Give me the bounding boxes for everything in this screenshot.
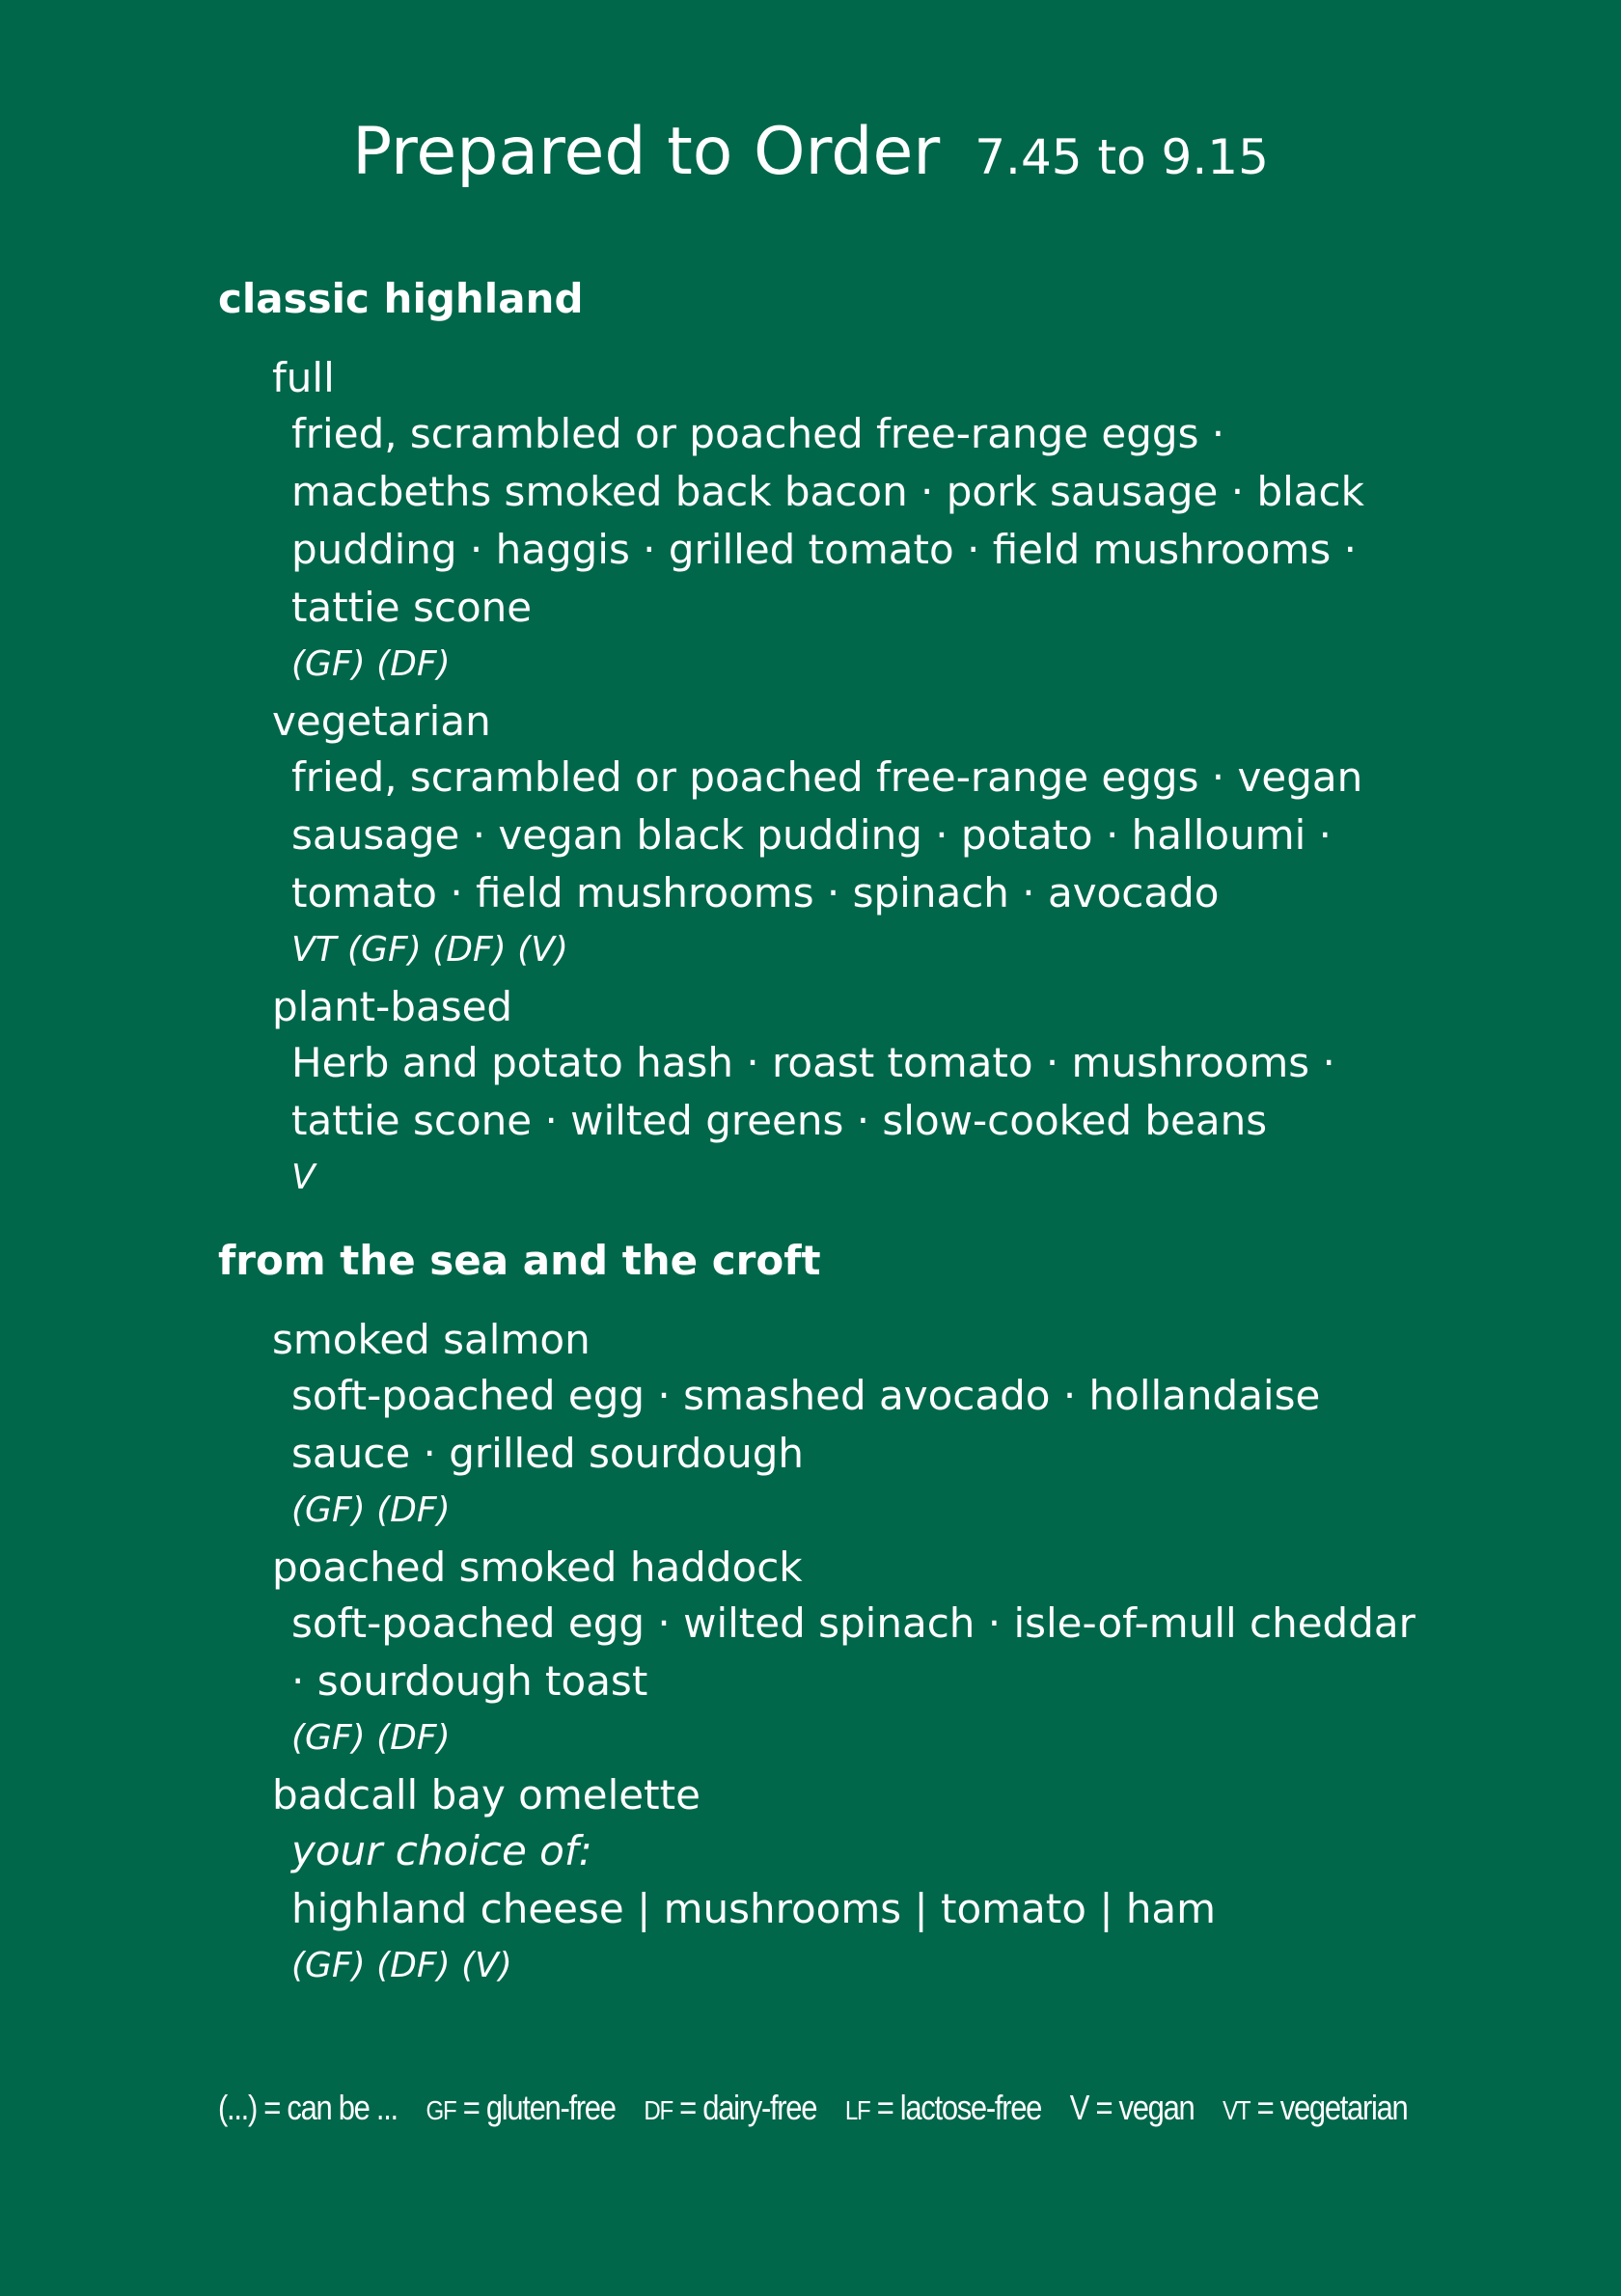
item-name: plant-based [272, 983, 513, 1030]
menu-item-smoked-salmon [272, 1313, 1434, 1539]
menu-item-badcall-bay-omelette [272, 1768, 1434, 1994]
menu-item-poached-smoked-haddock [272, 1541, 1434, 1766]
legend-gf-abbr: GF [426, 2095, 456, 2125]
dietary-tags: (GF) (DF) [291, 1490, 451, 1530]
serving-time: 7.45 to 9.15 [975, 129, 1269, 185]
item-description: fried, scrambled or poached free-range eggs · vegan sausage · vegan black pudding · potato · halloumi · tomato · field mushrooms · spinach · avocado [291, 753, 1363, 916]
menu-item-full [272, 351, 1434, 693]
item-name: badcall bay omelette [272, 1771, 701, 1818]
page-header [0, 114, 1621, 190]
legend-vt-abbr: VT [1223, 2095, 1250, 2125]
legend-lf-abbr: LF [844, 2095, 870, 2125]
item-description: fried, scrambled or poached free-range eggs · macbeths smoked back bacon · pork sausage · black pudding · haggis · grilled tomato · field mushrooms · tattie scone [291, 410, 1364, 631]
item-choice-label: your choice of: [291, 1827, 592, 1874]
legend-v-abbr: V [1069, 2088, 1089, 2127]
legend-can-be: (...) = can be ... [218, 2088, 398, 2127]
item-name: poached smoked haddock [272, 1544, 803, 1591]
dietary-tags: V [291, 1158, 316, 1197]
dietary-tags: (GF) (DF) [291, 1718, 451, 1758]
item-name: smoked salmon [272, 1316, 591, 1363]
item-description: Herb and potato hash · roast tomato · mushrooms · tattie scone · wilted greens · slow-cooked beans [291, 1039, 1335, 1144]
legend-gf-text: = gluten-free [462, 2088, 616, 2127]
dietary-tags: (GF) (DF) (V) [291, 1946, 512, 1985]
menu-item-plant-based [272, 980, 1434, 1206]
section-heading: classic highland [218, 275, 584, 322]
item-name: full [272, 354, 335, 401]
section-sea-and-croft [218, 1236, 1434, 1996]
dietary-legend [218, 2084, 1407, 2135]
legend-df-abbr: DF [644, 2095, 673, 2125]
section-heading: from the sea and the croft [218, 1237, 821, 1284]
legend-v-text: = vegan [1095, 2088, 1195, 2127]
item-description: soft-poached egg · wilted spinach · isle-of-mull cheddar · sourdough toast [291, 1599, 1415, 1705]
page-title: Prepared to Order [352, 114, 941, 190]
section-classic-highland [218, 274, 1434, 1208]
item-description: soft-poached egg · smashed avocado · hollandaise sauce · grilled sourdough [291, 1372, 1321, 1477]
item-name: vegetarian [272, 697, 491, 745]
dietary-tags: (GF) (DF) [291, 644, 451, 684]
legend-lf-text: = lactose-free [876, 2088, 1042, 2127]
menu-item-vegetarian [272, 695, 1434, 978]
item-description: highland cheese | mushrooms | tomato | ham [291, 1885, 1217, 1932]
legend-df-text: = dairy-free [679, 2088, 817, 2127]
legend-vt-text: = vegetarian [1256, 2088, 1408, 2127]
dietary-tags: VT (GF) (DF) (V) [291, 930, 568, 970]
